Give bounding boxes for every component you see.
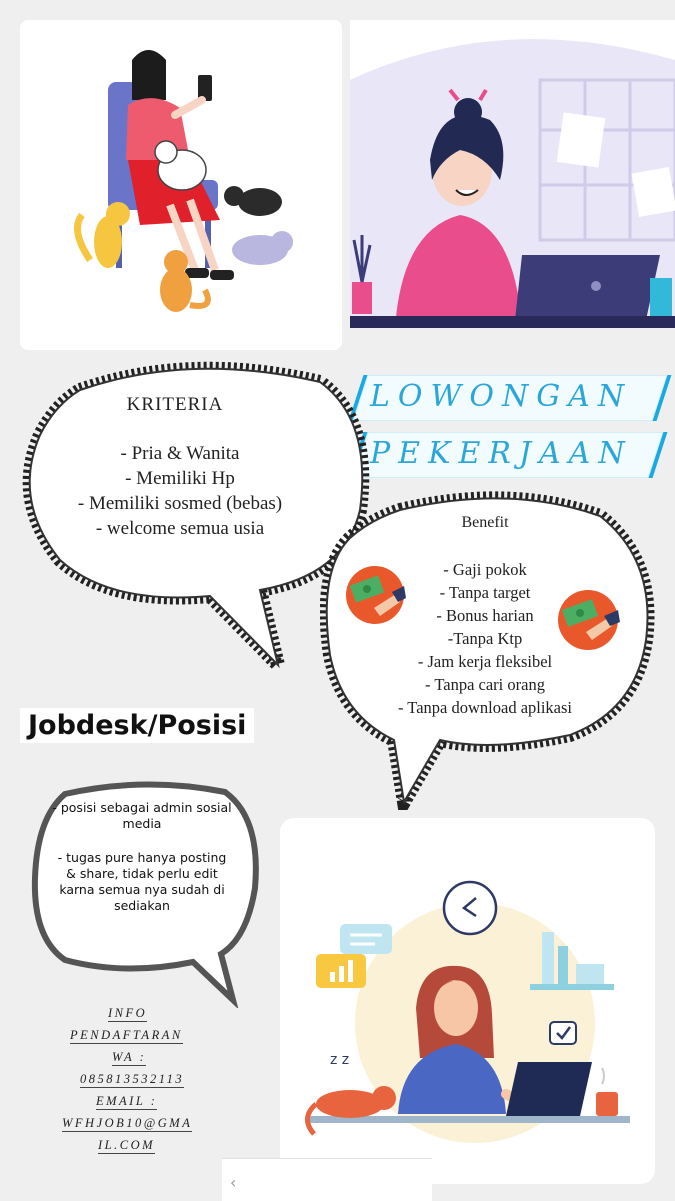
bottom-nav-strip — [222, 1158, 432, 1201]
kriteria-item: - Pria & Wanita — [120, 443, 240, 464]
kriteria-item: - welcome semua usia — [95, 518, 265, 540]
benefit-item: - Tanpa target — [439, 583, 531, 602]
back-chevron-icon[interactable]: ‹ — [230, 1173, 237, 1192]
benefit-heading: Benefit — [461, 514, 509, 531]
jobdesk-title: Jobdesk/Posisi — [20, 708, 254, 743]
info-line: IL.COM — [98, 1138, 156, 1152]
benefit-item: - Gaji pokok — [443, 560, 527, 579]
info-line: EMAIL : — [96, 1094, 158, 1108]
info-line: PENDAFTARAN — [70, 1028, 183, 1042]
illustration-woman-desk — [280, 818, 655, 1184]
kriteria-item: - Memiliki sosmed (bebas) — [77, 493, 283, 515]
illustration-woman-cats — [20, 20, 342, 350]
benefit-item: - Bonus harian — [436, 606, 534, 625]
info-line: 085813532113 — [80, 1072, 185, 1086]
jobdesk-para2: - tugas pure hanya posting & share, tidak perlu edit karna semua nya sudah di sediakan — [57, 850, 227, 913]
svg-text:z z: z z — [330, 1052, 350, 1068]
kriteria-heading: KRITERIA — [126, 394, 224, 415]
kriteria-list — [40, 441, 320, 541]
woman-desk-illustration — [280, 818, 655, 1184]
benefit-item: -Tanpa Ktp — [447, 629, 523, 648]
info-line: WFHJOB10@GMA — [62, 1116, 193, 1130]
woman-laptop-illustration — [350, 20, 675, 328]
illustration-woman-laptop — [350, 20, 675, 328]
money-hand-icon — [344, 564, 406, 626]
info-line: WA : — [112, 1050, 147, 1064]
benefit-item: - Jam kerja fleksibel — [417, 652, 553, 671]
jobdesk-text — [52, 800, 232, 914]
clock-icon — [444, 882, 496, 934]
chat-bubble-icon — [340, 924, 392, 954]
title-line2: PEKERJAAN — [370, 436, 633, 471]
checkbox-bubble-icon — [550, 1022, 576, 1044]
money-hand-icon — [556, 588, 620, 652]
benefit-item: - Tanpa download aplikasi — [397, 698, 573, 717]
title-line1: LOWONGAN — [370, 379, 633, 414]
chart-bubble-icon — [316, 954, 366, 988]
woman-cats-illustration — [20, 20, 342, 350]
info-line: INFO — [108, 1006, 148, 1020]
jobdesk-para1: - posisi sebagai admin sosial media — [52, 800, 232, 831]
kriteria-item: - Memiliki Hp — [125, 468, 235, 490]
benefit-item: - Tanpa cari orang — [425, 675, 545, 694]
